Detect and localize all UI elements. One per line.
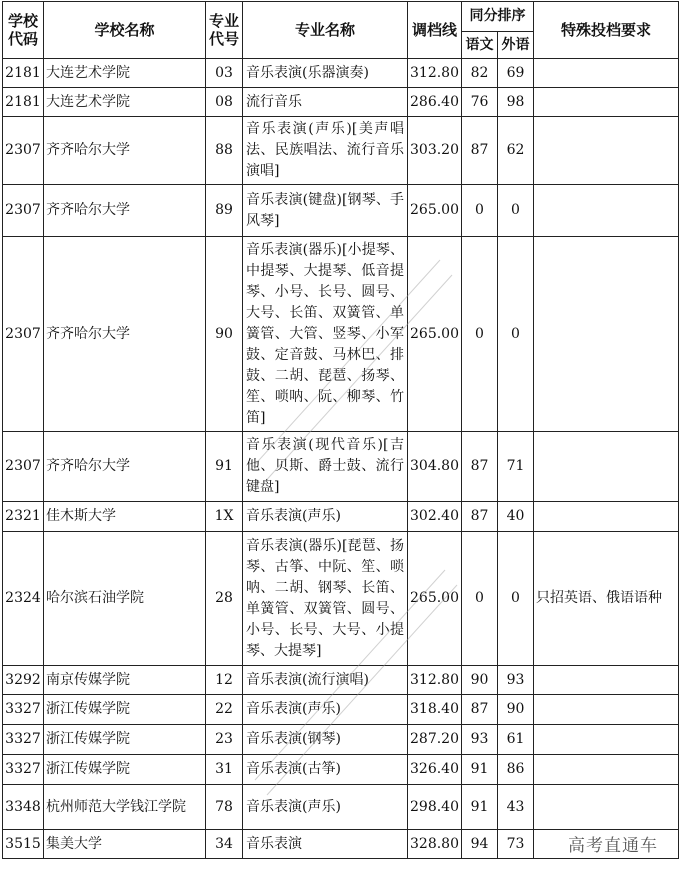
chinese-rank-cell: 90 [462, 666, 498, 695]
table-row [3, 59, 679, 88]
school-name-cell: 大连艺术学院 [44, 59, 206, 88]
school-code-cell: 2307 [3, 117, 44, 185]
header-major: 专业名称 [243, 2, 408, 59]
requirement-cell [534, 725, 679, 755]
major-code-cell: 31 [206, 755, 243, 785]
chinese-rank-cell: 91 [462, 755, 498, 785]
foreign-rank-cell: 98 [498, 88, 534, 117]
school-code-cell: 2307 [3, 237, 44, 432]
major-name-cell: 音乐表演(声乐) [243, 785, 408, 830]
school-name-cell: 齐齐哈尔大学 [44, 237, 206, 432]
major-code-cell: 28 [206, 532, 243, 666]
table-row [3, 117, 679, 185]
major-code-cell: 90 [206, 237, 243, 432]
header-score: 调档线 [408, 2, 462, 59]
school-name-cell: 齐齐哈尔大学 [44, 185, 206, 237]
table-row [3, 725, 679, 755]
requirement-cell [534, 502, 679, 532]
chinese-rank-cell: 91 [462, 785, 498, 830]
chinese-rank-cell: 87 [462, 695, 498, 725]
school-name-cell: 浙江传媒学院 [44, 725, 206, 755]
chinese-rank-cell: 82 [462, 59, 498, 88]
chinese-rank-cell: 0 [462, 532, 498, 666]
chinese-rank-cell: 76 [462, 88, 498, 117]
major-name-cell: 音乐表演(古筝) [243, 755, 408, 785]
header-code: 学校代码 [3, 2, 44, 59]
header-school: 学校名称 [44, 2, 206, 59]
major-name-cell: 流行音乐 [243, 88, 408, 117]
foreign-rank-cell: 69 [498, 59, 534, 88]
major-code-cell: 34 [206, 830, 243, 859]
requirement-cell [534, 59, 679, 88]
table-row [3, 695, 679, 725]
foreign-rank-cell: 0 [498, 237, 534, 432]
school-code-cell: 2321 [3, 502, 44, 532]
score-cell: 302.40 [408, 502, 462, 532]
admission-table [2, 1, 679, 859]
header-chinese: 语文 [462, 32, 498, 59]
major-name-cell: 音乐表演(器乐)[琵琶、扬琴、古筝、中阮、笙、唢呐、二胡、钢琴、长笛、单簧管、双簧管、圆号、小号、长号、大号、小提琴、大提琴] [243, 532, 408, 666]
major-name-cell: 音乐表演(键盘)[钢琴、手风琴] [243, 185, 408, 237]
score-cell: 328.80 [408, 830, 462, 859]
major-name-cell: 音乐表演 [243, 830, 408, 859]
school-name-cell: 杭州师范大学钱江学院 [44, 785, 206, 830]
major-code-cell: 12 [206, 666, 243, 695]
school-name-cell: 齐齐哈尔大学 [44, 432, 206, 502]
chinese-rank-cell: 87 [462, 432, 498, 502]
foreign-rank-cell: 40 [498, 502, 534, 532]
requirement-cell [534, 237, 679, 432]
chinese-rank-cell: 0 [462, 237, 498, 432]
score-cell: 312.80 [408, 59, 462, 88]
table-row [3, 532, 679, 666]
school-code-cell: 3348 [3, 785, 44, 830]
chinese-rank-cell: 87 [462, 117, 498, 185]
table-row [3, 237, 679, 432]
major-code-cell: 78 [206, 785, 243, 830]
chinese-rank-cell: 0 [462, 185, 498, 237]
chinese-rank-cell: 93 [462, 725, 498, 755]
header-requirement: 特殊投档要求 [534, 2, 679, 59]
school-code-cell: 2307 [3, 185, 44, 237]
foreign-rank-cell: 71 [498, 432, 534, 502]
foreign-rank-cell: 0 [498, 532, 534, 666]
school-name-cell: 齐齐哈尔大学 [44, 117, 206, 185]
school-code-cell: 3515 [3, 830, 44, 859]
major-name-cell: 音乐表演(现代音乐)[吉他、贝斯、爵士鼓、流行键盘] [243, 432, 408, 502]
requirement-cell: 只招英语、俄语语种 [534, 532, 679, 666]
school-code-cell: 2307 [3, 432, 44, 502]
score-cell: 304.80 [408, 432, 462, 502]
major-code-cell: 91 [206, 432, 243, 502]
foreign-rank-cell: 86 [498, 755, 534, 785]
major-code-cell: 08 [206, 88, 243, 117]
table-row [3, 755, 679, 785]
school-name-cell: 南京传媒学院 [44, 666, 206, 695]
major-name-cell: 音乐表演(流行演唱) [243, 666, 408, 695]
requirement-cell [534, 785, 679, 830]
school-code-cell: 3327 [3, 725, 44, 755]
requirement-cell [534, 695, 679, 725]
major-name-cell: 音乐表演(声乐) [243, 695, 408, 725]
foreign-rank-cell: 90 [498, 695, 534, 725]
requirement-cell [534, 666, 679, 695]
score-cell: 303.20 [408, 117, 462, 185]
foreign-rank-cell: 0 [498, 185, 534, 237]
requirement-cell [534, 88, 679, 117]
score-cell: 298.40 [408, 785, 462, 830]
score-cell: 265.00 [408, 532, 462, 666]
table-row [3, 666, 679, 695]
header-major-code: 专业代号 [206, 2, 243, 59]
foreign-rank-cell: 43 [498, 785, 534, 830]
score-cell: 287.20 [408, 725, 462, 755]
score-cell: 318.40 [408, 695, 462, 725]
requirement-cell [534, 432, 679, 502]
major-name-cell: 音乐表演(声乐)[美声唱法、民族唱法、流行音乐演唱] [243, 117, 408, 185]
score-cell: 312.80 [408, 666, 462, 695]
school-code-cell: 2181 [3, 59, 44, 88]
table-row [3, 785, 679, 830]
foreign-rank-cell: 93 [498, 666, 534, 695]
major-name-cell: 音乐表演(钢琴) [243, 725, 408, 755]
requirement-cell [534, 185, 679, 237]
brand-watermark: 高考直通车 [568, 836, 658, 856]
major-code-cell: 88 [206, 117, 243, 185]
requirement-cell [534, 117, 679, 185]
school-name-cell: 哈尔滨石油学院 [44, 532, 206, 666]
score-cell: 286.40 [408, 88, 462, 117]
header-rank: 同分排序 [462, 2, 534, 32]
chinese-rank-cell: 87 [462, 502, 498, 532]
school-name-cell: 浙江传媒学院 [44, 695, 206, 725]
score-cell: 265.00 [408, 185, 462, 237]
school-code-cell: 2181 [3, 88, 44, 117]
requirement-cell [534, 755, 679, 785]
table-row [3, 88, 679, 117]
major-code-cell: 22 [206, 695, 243, 725]
foreign-rank-cell: 61 [498, 725, 534, 755]
school-name-cell: 浙江传媒学院 [44, 755, 206, 785]
table-row [3, 502, 679, 532]
school-code-cell: 3327 [3, 695, 44, 725]
major-code-cell: 1X [206, 502, 243, 532]
foreign-rank-cell: 73 [498, 830, 534, 859]
major-name-cell: 音乐表演(声乐) [243, 502, 408, 532]
major-code-cell: 03 [206, 59, 243, 88]
score-cell: 326.40 [408, 755, 462, 785]
foreign-rank-cell: 62 [498, 117, 534, 185]
major-code-cell: 89 [206, 185, 243, 237]
table-row [3, 432, 679, 502]
school-name-cell: 大连艺术学院 [44, 88, 206, 117]
chinese-rank-cell: 94 [462, 830, 498, 859]
major-code-cell: 23 [206, 725, 243, 755]
header-foreign: 外语 [498, 32, 534, 59]
school-code-cell: 3292 [3, 666, 44, 695]
school-name-cell: 佳木斯大学 [44, 502, 206, 532]
school-name-cell: 集美大学 [44, 830, 206, 859]
score-cell: 265.00 [408, 237, 462, 432]
school-code-cell: 2324 [3, 532, 44, 666]
major-name-cell: 音乐表演(器乐)[小提琴、中提琴、大提琴、低音提琴、小号、长号、圆号、大号、长笛、双簧管、单簧管、大管、竖琴、小军鼓、定音鼓、马林巴、排鼓、二胡、琵琶、扬琴、笙、唢呐、阮、柳琴、竹笛] [243, 237, 408, 432]
table-row [3, 185, 679, 237]
school-code-cell: 3327 [3, 755, 44, 785]
major-name-cell: 音乐表演(乐器演奏) [243, 59, 408, 88]
